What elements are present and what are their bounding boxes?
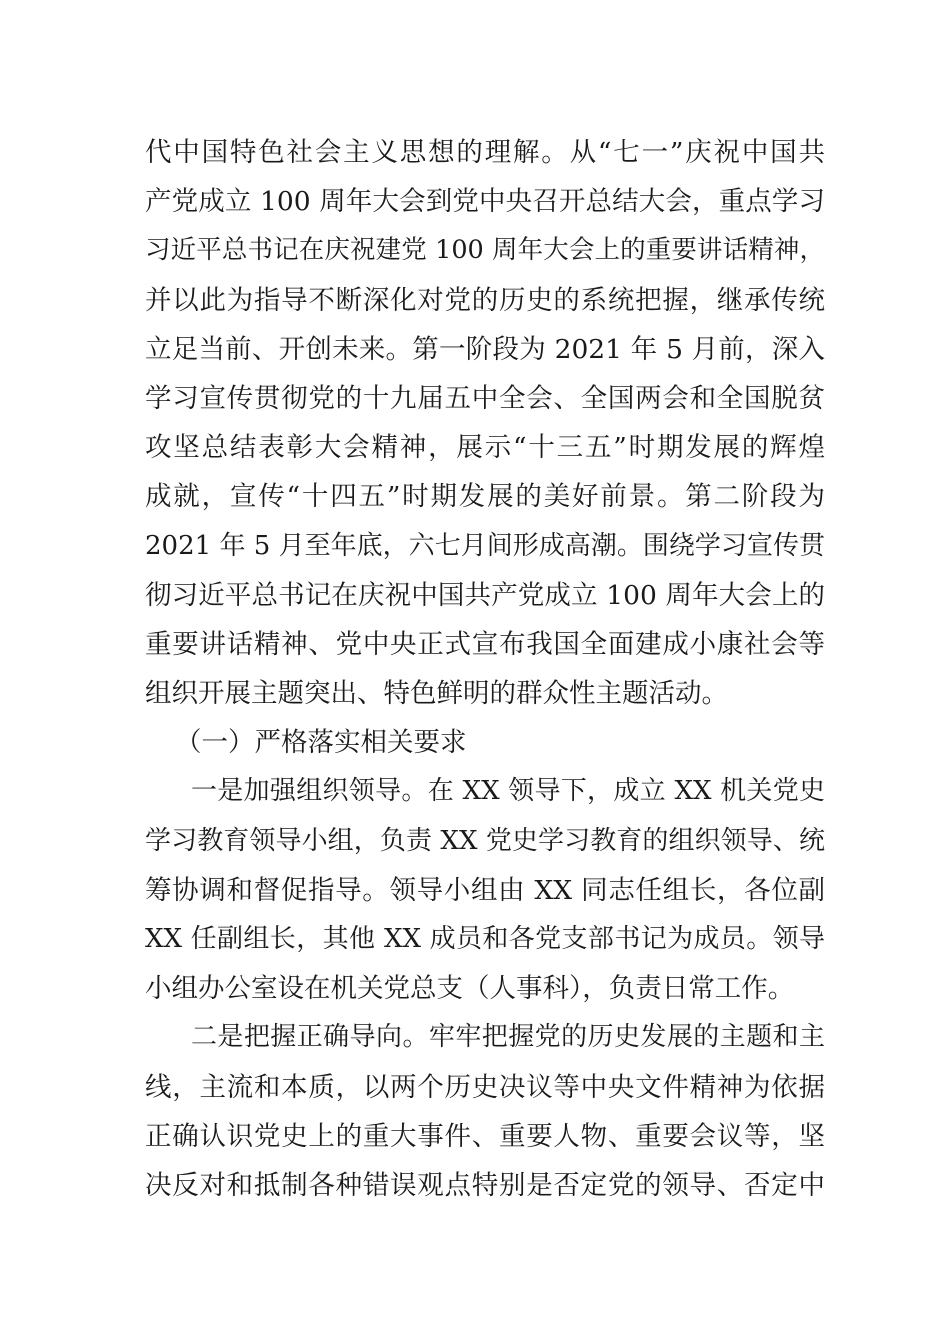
paragraph-line: 小组办公室设在机关党总支（人事科），负责日常工作。 [145,973,795,1005]
paragraph-line: 二是把握正确导向。牢牢把握党的历史发展的主题和主 [191,1022,825,1053]
paragraph-line: XX 任副组长，其他 XX 成员和各党支部书记为成员。领导 [145,924,825,954]
paragraph-line: 一是加强组织领导。在 XX 领导下，成立 XX 机关党史 [191,776,825,807]
paragraph-line: 彻习近平总书记在庆祝中国共产党成立 100 周年大会上的 [145,579,825,611]
paragraph-line: 成就，宣传“十四五”时期发展的美好前景。第二阶段为 [145,481,825,513]
paragraph-line: 2021 年 5 月至年底，六七月间形成高潮。围绕学习宣传贯 [145,530,825,561]
paragraph-line: 组织开展主题突出、特色鲜明的群众性主题活动。 [145,678,728,710]
paragraph-line: 筹协调和督促指导。领导小组由 XX 同志任组长，各位副 [145,874,825,906]
document-body [145,128,825,1210]
paragraph-line: 正确认识党史上的重大事件、重要人物、重要会议等，坚 [145,1120,825,1152]
paragraph-line: 代中国特色社会主义思想的理解。从“七一”庆祝中国共 [145,137,825,168]
paragraph-line: 重要讲话精神、党中央正式宣布我国全面建成小康社会等 [145,628,825,660]
paragraph-line: 并以此为指导不断深化对党的历史的系统把握，继承传统 [145,284,825,316]
paragraph-line: 产党成立 100 周年大会到党中央召开总结大会，重点学习 [145,186,825,218]
paragraph-line: 攻坚总结表彰大会精神，展示“十三五”时期发展的辉煌 [145,432,825,464]
paragraph-line: 线，主流和本质，以两个历史决议等中央文件精神为依据 [145,1071,825,1103]
paragraph-line: 学习宣传贯彻党的十九届五中全会、全国两会和全国脱贫 [145,382,825,414]
section-heading: （一）严格落实相关要求 [175,727,467,759]
paragraph-line: 立足当前、开创未来。第一阶段为 2021 年 5 月前，深入 [145,333,825,365]
paragraph-line: 决反对和抵制各种错误观点特别是否定党的领导、否定中 [145,1169,825,1201]
paragraph-line: 学习教育领导小组，负责 XX 党史学习教育的组织领导、统 [145,825,825,856]
paragraph-line: 习近平总书记在庆祝建党 100 周年大会上的重要讲话精神， [145,235,825,266]
